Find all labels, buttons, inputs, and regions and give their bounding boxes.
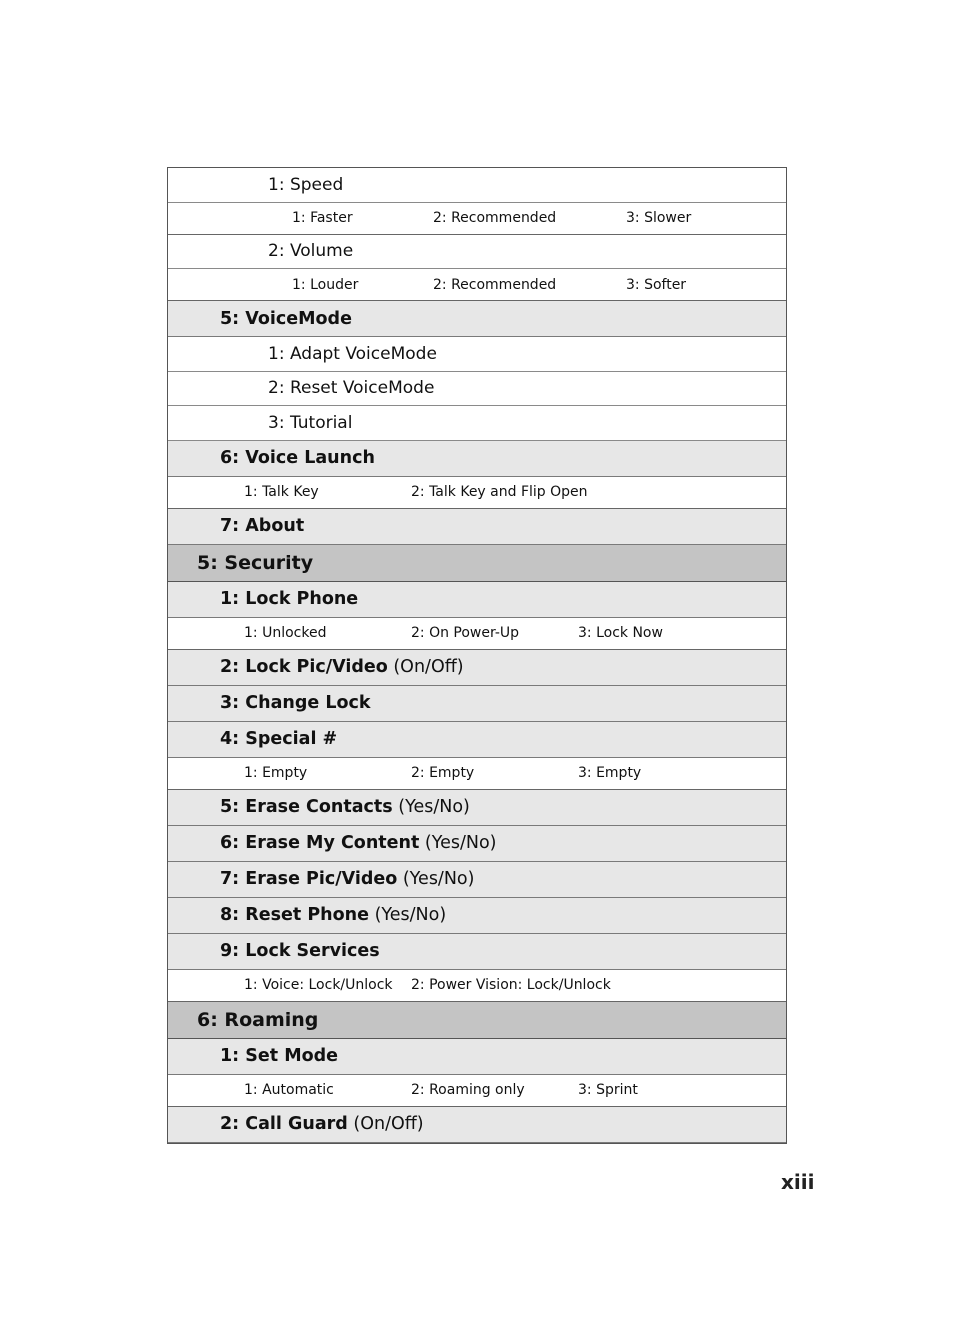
menu-subsection-label — [220, 589, 358, 609]
menu-subsection-row — [168, 862, 786, 898]
menu-item-row — [168, 406, 786, 441]
menu-subsection-row — [168, 582, 786, 618]
menu-option: 1: Louder — [292, 276, 359, 293]
menu-section-row — [168, 1002, 786, 1039]
menu-subsection-row — [168, 686, 786, 722]
menu-subsection-label — [220, 797, 470, 817]
menu-option: 3: Softer — [626, 276, 687, 293]
menu-options-row — [168, 618, 786, 650]
menu-item-label: 2: Reset VoiceMode — [268, 378, 435, 399]
menu-section-label: 5: Security — [197, 551, 314, 574]
menu-subsection-label — [220, 1046, 338, 1066]
menu-subsection-values: (Yes/No) — [419, 833, 497, 853]
menu-subsection-row — [168, 650, 786, 686]
menu-subsection-values: (Yes/No) — [369, 905, 447, 925]
menu-subsection-label — [220, 516, 304, 536]
menu-subsection-row — [168, 898, 786, 934]
menu-subsection-label — [220, 657, 464, 677]
menu-subsection-row — [168, 722, 786, 758]
page-number: xiii — [781, 1170, 815, 1194]
menu-subsection-title: 1: Lock Phone — [220, 589, 359, 609]
menu-options-row — [168, 269, 786, 301]
menu-option: 1: Talk Key — [244, 484, 319, 500]
menu-subsection-title: 8: Reset Phone — [220, 905, 369, 925]
menu-subsection-title: 5: Erase Contacts — [220, 797, 393, 817]
menu-option: 3: Lock Now — [578, 625, 663, 641]
menu-options-row — [168, 477, 786, 509]
menu-item-label: 1: Adapt VoiceMode — [268, 343, 437, 364]
menu-option: 1: Voice: Lock/Unlock — [244, 977, 393, 993]
menu-option: 1: Automatic — [244, 1082, 334, 1098]
menu-subsection-row — [168, 301, 786, 337]
menu-item-row — [168, 168, 786, 203]
menu-option: 1: Unlocked — [244, 625, 327, 641]
menu-subsection-values: (Yes/No) — [392, 797, 470, 817]
menu-subsection-title: 6: Voice Launch — [220, 448, 375, 468]
menu-option: 2: Talk Key and Flip Open — [411, 484, 588, 500]
menu-option: 2: Recommended — [433, 276, 557, 293]
menu-item-label: 3: Tutorial — [268, 412, 353, 433]
menu-subsection-label — [220, 905, 446, 925]
menu-subsection-values: (On/Off) — [347, 1114, 424, 1134]
menu-options-row — [168, 1075, 786, 1107]
menu-subsection-row — [168, 509, 786, 545]
menu-options-row — [168, 970, 786, 1002]
menu-section-row — [168, 545, 786, 582]
menu-option: 2: Power Vision: Lock/Unlock — [411, 977, 611, 993]
menu-subsection-row — [168, 790, 786, 826]
menu-subsection-row — [168, 1107, 786, 1143]
menu-subsection-label — [220, 448, 375, 468]
menu-option: 3: Empty — [578, 765, 642, 781]
menu-subsection-title: 9: Lock Services — [220, 941, 380, 961]
menu-subsection-title: 5: VoiceMode — [220, 308, 352, 329]
menu-subsection-title: 2: Call Guard — [220, 1114, 348, 1134]
menu-subsection-label — [220, 309, 352, 329]
menu-option: 1: Faster — [292, 210, 353, 226]
menu-options-row — [168, 203, 786, 235]
menu-section-label: 6: Roaming — [197, 1008, 319, 1031]
menu-subsection-title: 2: Lock Pic/Video — [220, 657, 388, 677]
menu-option: 2: Empty — [411, 765, 475, 781]
menu-subsection-label — [220, 729, 337, 749]
menu-subsection-row — [168, 441, 786, 477]
menu-item-label: 2: Volume — [268, 241, 354, 262]
menu-item-row — [168, 337, 786, 372]
menu-subsection-label — [220, 1114, 424, 1134]
menu-item-label: 1: Speed — [268, 174, 344, 195]
menu-subsection-row — [168, 826, 786, 862]
menu-option: 1: Empty — [244, 765, 308, 781]
menu-subsection-label — [220, 833, 497, 853]
menu-subsection-title: 4: Special # — [220, 729, 338, 749]
menu-option: 3: Sprint — [578, 1082, 638, 1098]
menu-subsection-title: 7: About — [220, 516, 305, 536]
menu-option: 2: Roaming only — [411, 1082, 525, 1098]
menu-option: 3: Slower — [626, 210, 692, 226]
menu-subsection-title: 6: Erase My Content — [220, 833, 420, 853]
menu-option: 2: On Power-Up — [411, 625, 520, 641]
menu-subsection-values: (Yes/No) — [397, 869, 475, 889]
menu-subsection-label — [220, 693, 371, 713]
menu-options-row — [168, 758, 786, 790]
menu-subsection-row — [168, 934, 786, 970]
menu-item-row — [168, 235, 786, 270]
menu-subsection-label — [220, 869, 474, 889]
menu-subsection-title: 7: Erase Pic/Video — [220, 869, 398, 889]
menu-subsection-label — [220, 941, 380, 961]
menu-subsection-values: (On/Off) — [387, 657, 464, 677]
menu-subsection-title: 1: Set Mode — [220, 1046, 339, 1066]
menu-table — [167, 167, 787, 1144]
menu-subsection-row — [168, 1039, 786, 1075]
menu-option: 2: Recommended — [433, 210, 557, 226]
menu-subsection-title: 3: Change Lock — [220, 693, 371, 713]
menu-item-row — [168, 372, 786, 407]
